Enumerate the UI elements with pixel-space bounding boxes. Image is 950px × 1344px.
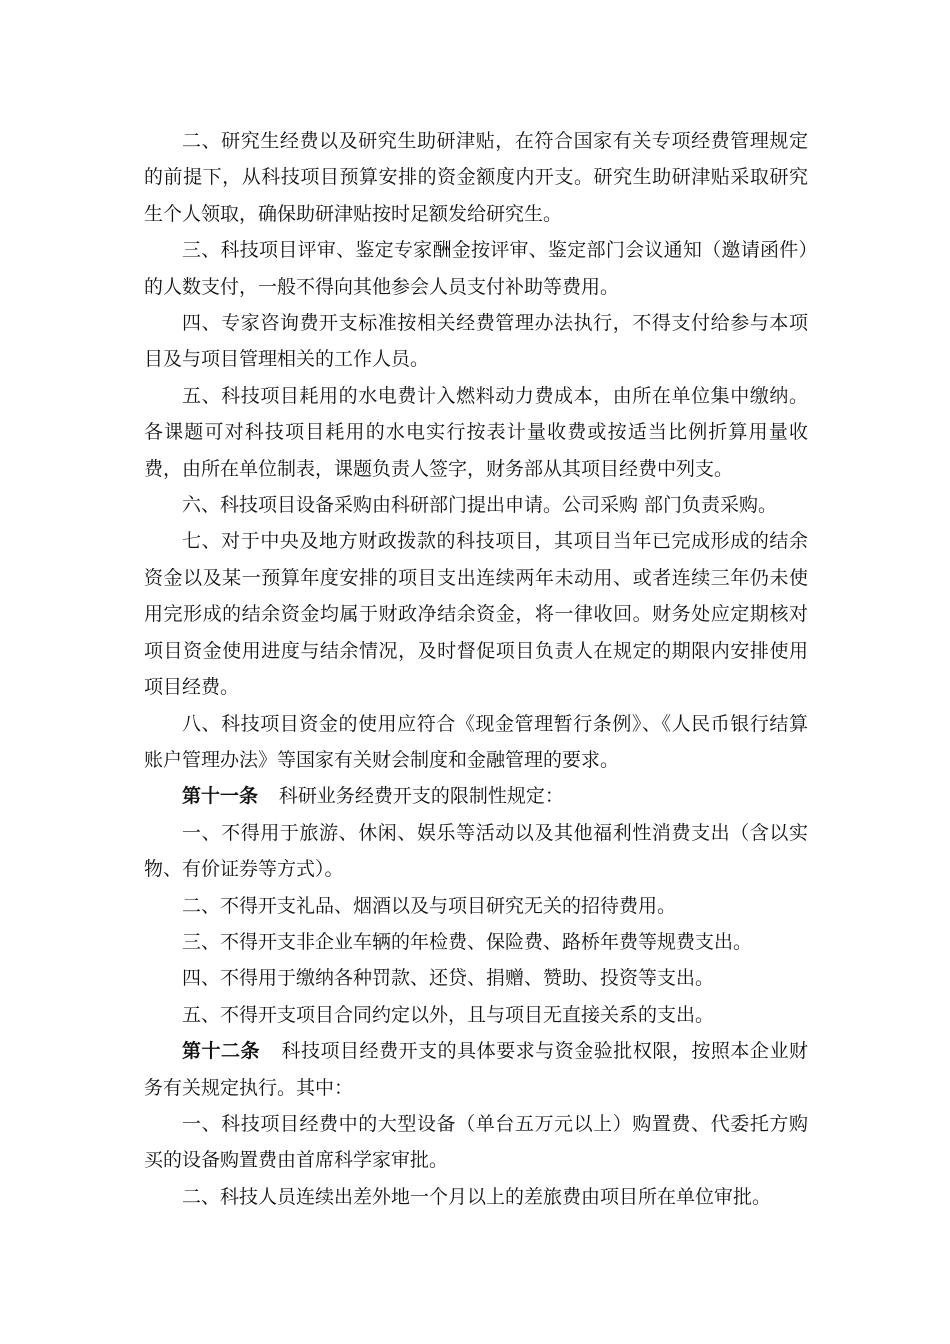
article-11-item-5: 五、不得开支项目合同约定以外，且与项目无直接关系的支出。	[182, 1003, 715, 1026]
article-12-item-1: 一、科技项目经费中的大型设备（单台五万元以上）购置费、代委托方购买的设备购置费由首席科学家审批。	[144, 1112, 808, 1172]
article-11-number: 第十一条	[182, 785, 259, 808]
article-12-item-2: 二、科技人员连续出差外地一个月以上的差旅费由项目所在单位审批。	[182, 1185, 772, 1208]
paragraph-graduate-funding: 二、研究生经费以及研究生助研津贴，在符合国家有关专项经费管理规定的前提下，从科技项目预算安排的资金额度内开支。研究生助研津贴采取研究生个人领取，确保助研津贴按时足额发给研究生。	[144, 130, 808, 225]
article-11-item-1: 一、不得用于旅游、休闲、娱乐等活动以及其他福利性消费支出（含以实物、有价证券等方式）。	[144, 821, 808, 881]
article-11-item-3: 三、不得开支非企业车辆的年检费、保险费、路桥年费等规费支出。	[182, 930, 753, 953]
article-11-heading	[144, 778, 808, 814]
article-11-text: 科研业务经费开支的限制性规定：	[278, 785, 564, 808]
document-body	[144, 123, 808, 1215]
article-11-item-2: 二、不得开支礼品、烟酒以及与项目研究无关的招待费用。	[182, 894, 677, 917]
paragraph-utilities-cost: 五、科技项目耗用的水电费计入燃料动力费成本，由所在单位集中缴纳。各课题可对科技项目耗用的水电实行按表计量收费或按适当比例折算用量收费，由所在单位制表，课题负责人签字，财务部从其项目经费中列支。	[144, 384, 808, 480]
article-12-text: 科技项目经费开支的具体要求与资金验批权限，按照本企业财务有关规定执行。其中：	[144, 1040, 808, 1099]
paragraph-surplus-funds: 七、对于中央及地方财政拨款的科技项目，其项目当年已完成形成的结余资金以及某一预算年度安排的项目支出连续两年未动用、或者连续三年仍未使用完形成的结余资金均属于财政净结余资金，将一律收回。财务处应定期核对项目资金使用进度与结余情况，及时督促项目负责人在规定的期限内安排使用项目经费。	[144, 530, 808, 699]
paragraph-consulting-fee: 四、专家咨询费开支标准按相关经费管理办法执行，不得支付给参与本项目及与项目管理相关的工作人员。	[144, 312, 808, 371]
paragraph-equipment-purchase: 六、科技项目设备采购由科研部门提出申请。公司采购 部门负责采购。	[182, 494, 778, 517]
article-12-heading	[144, 1033, 808, 1106]
article-11-item-4: 四、不得用于缴纳各种罚款、还贷、捐赠、赞助、投资等支出。	[182, 967, 715, 990]
article-12-number: 第十二条	[182, 1040, 261, 1063]
paragraph-fund-usage-rules: 八、科技项目资金的使用应符合《现金管理暂行条例》、《人民币银行结算账户管理办法》等国家有关财会制度和金融管理的要求。	[144, 712, 808, 771]
paragraph-expert-review-fee: 三、科技项目评审、鉴定专家酬金按评审、鉴定部门会议通知（邀请函件）的人数支付，一般不得向其他参会人员支付补助等费用。	[144, 239, 808, 298]
